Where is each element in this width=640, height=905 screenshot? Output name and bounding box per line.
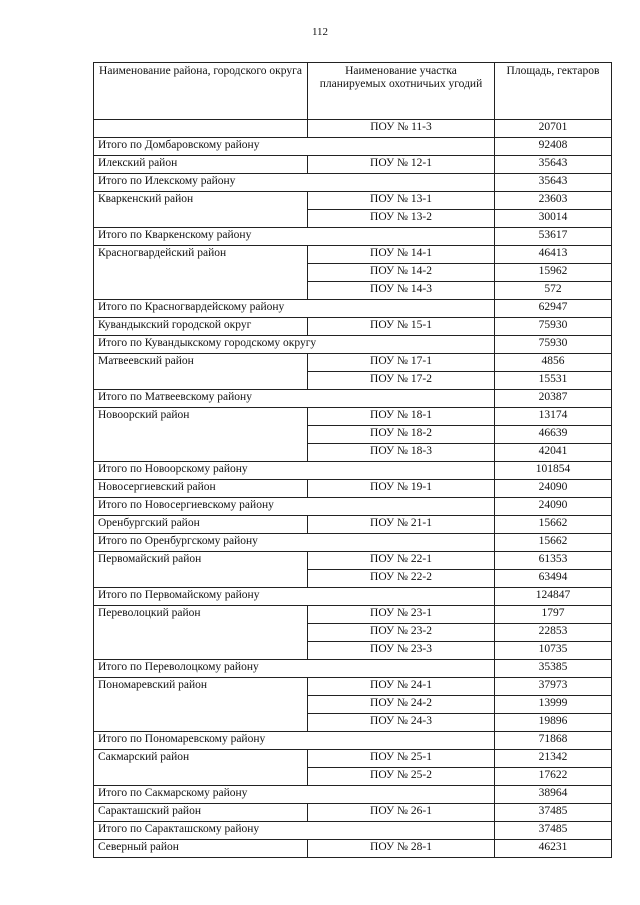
total-row [94,588,612,606]
total-label: Итого по Сакмарскому району [94,786,495,804]
plot-cell: ПОУ № 14-2 [308,264,495,282]
table-row [94,516,612,534]
table-row [94,750,612,768]
plot-cell: ПОУ № 23-2 [308,624,495,642]
area-cell: 21342 [495,750,612,768]
table-row [94,120,612,138]
header-plot: Наименование участка планируемых охотничьих угодий [308,63,495,120]
area-cell: 15531 [495,372,612,390]
area-cell: 15962 [495,264,612,282]
total-row [94,336,612,354]
total-row [94,228,612,246]
area-cell: 35643 [495,156,612,174]
table-row [94,156,612,174]
total-label: Итого по Новосергиевскому району [94,498,495,516]
district-name: Сакмарский район [94,750,308,786]
table-row [94,192,612,210]
plot-cell: ПОУ № 14-3 [308,282,495,300]
district-name: Кваркенский район [94,192,308,228]
total-area: 35643 [495,174,612,192]
total-label: Итого по Оренбургскому району [94,534,495,552]
total-row [94,174,612,192]
plot-cell: ПОУ № 15-1 [308,318,495,336]
table-row [94,678,612,696]
total-area: 37485 [495,822,612,840]
area-cell: 19896 [495,714,612,732]
plot-cell: ПОУ № 24-1 [308,678,495,696]
plot-cell: ПОУ № 25-1 [308,750,495,768]
district-name: Первомайский район [94,552,308,588]
district-cell-empty [94,120,308,138]
district-name: Переволоцкий район [94,606,308,660]
total-row [94,300,612,318]
total-row [94,390,612,408]
district-name: Новосергиевский район [94,480,308,498]
district-name: Кувандыкский городской округ [94,318,308,336]
area-cell: 63494 [495,570,612,588]
area-cell: 4856 [495,354,612,372]
district-name: Оренбургский район [94,516,308,534]
table-row [94,408,612,426]
district-name: Илекский район [94,156,308,174]
district-name: Красногвардейский район [94,246,308,300]
total-label: Итого по Саракташскому району [94,822,495,840]
area-cell: 37973 [495,678,612,696]
area-cell: 1797 [495,606,612,624]
area-cell: 10735 [495,642,612,660]
total-row [94,786,612,804]
plot-cell: ПОУ № 17-1 [308,354,495,372]
plot-cell: ПОУ № 22-1 [308,552,495,570]
area-cell: 24090 [495,480,612,498]
total-label: Итого по Домбаровскому району [94,138,495,156]
plot-cell: ПОУ № 22-2 [308,570,495,588]
table-row [94,552,612,570]
total-area: 35385 [495,660,612,678]
plot-cell: ПОУ № 24-3 [308,714,495,732]
total-label: Итого по Новоорскому району [94,462,495,480]
area-cell: 13174 [495,408,612,426]
plot-cell: ПОУ № 26-1 [308,804,495,822]
district-name: Новоорский район [94,408,308,462]
total-label: Итого по Илекскому району [94,174,495,192]
total-row [94,732,612,750]
page-number: 112 [311,26,329,38]
total-label: Итого по Матвеевскому району [94,390,495,408]
total-area: 24090 [495,498,612,516]
total-row [94,822,612,840]
total-row [94,660,612,678]
district-name: Северный район [94,840,308,858]
district-name: Матвеевский район [94,354,308,390]
plot-cell: ПОУ № 17-2 [308,372,495,390]
total-label: Итого по Кувандыкскому городскому округу [94,336,495,354]
table-row [94,354,612,372]
table-row [94,804,612,822]
total-row [94,534,612,552]
area-cell: 61353 [495,552,612,570]
plot-cell: ПОУ № 12-1 [308,156,495,174]
total-label: Итого по Кваркенскому району [94,228,495,246]
total-area: 15662 [495,534,612,552]
plot-cell: ПОУ № 19-1 [308,480,495,498]
district-name: Саракташский район [94,804,308,822]
total-area: 62947 [495,300,612,318]
total-area: 20387 [495,390,612,408]
table-row [94,246,612,264]
area-cell: 75930 [495,318,612,336]
plot-cell: ПОУ № 23-3 [308,642,495,660]
area-cell: 46639 [495,426,612,444]
area-cell: 23603 [495,192,612,210]
total-row [94,498,612,516]
table-header-row [94,63,612,120]
total-area: 124847 [495,588,612,606]
area-cell: 17622 [495,768,612,786]
plot-cell: ПОУ № 13-1 [308,192,495,210]
table-row [94,480,612,498]
area-cell: 13999 [495,696,612,714]
plot-cell: ПОУ № 21-1 [308,516,495,534]
area-cell: 20701 [495,120,612,138]
plot-cell: ПОУ № 18-2 [308,426,495,444]
hunting-grounds-table [93,62,612,858]
total-area: 53617 [495,228,612,246]
total-row [94,138,612,156]
district-name: Пономаревский район [94,678,308,732]
total-label: Итого по Пономаревскому району [94,732,495,750]
header-district: Наименование района, городского округа [94,63,308,120]
plot-cell: ПОУ № 25-2 [308,768,495,786]
plot-cell: ПОУ № 18-1 [308,408,495,426]
header-area: Площадь, гектаров [495,63,612,120]
area-cell: 42041 [495,444,612,462]
total-area: 71868 [495,732,612,750]
plot-cell: ПОУ № 14-1 [308,246,495,264]
total-area: 38964 [495,786,612,804]
area-cell: 30014 [495,210,612,228]
table-body [94,120,612,858]
plot-cell: ПОУ № 13-2 [308,210,495,228]
table-row [94,840,612,858]
total-row [94,462,612,480]
plot-cell: ПОУ № 11-3 [308,120,495,138]
area-cell: 46413 [495,246,612,264]
total-label: Итого по Первомайскому району [94,588,495,606]
total-label: Итого по Переволоцкому району [94,660,495,678]
area-cell: 572 [495,282,612,300]
table-row [94,606,612,624]
area-cell: 22853 [495,624,612,642]
total-area: 101854 [495,462,612,480]
plot-cell: ПОУ № 18-3 [308,444,495,462]
total-area: 92408 [495,138,612,156]
area-cell: 46231 [495,840,612,858]
plot-cell: ПОУ № 28-1 [308,840,495,858]
area-cell: 37485 [495,804,612,822]
area-cell: 15662 [495,516,612,534]
plot-cell: ПОУ № 23-1 [308,606,495,624]
table-row [94,318,612,336]
total-label: Итого по Красногвардейскому району [94,300,495,318]
total-area: 75930 [495,336,612,354]
plot-cell: ПОУ № 24-2 [308,696,495,714]
